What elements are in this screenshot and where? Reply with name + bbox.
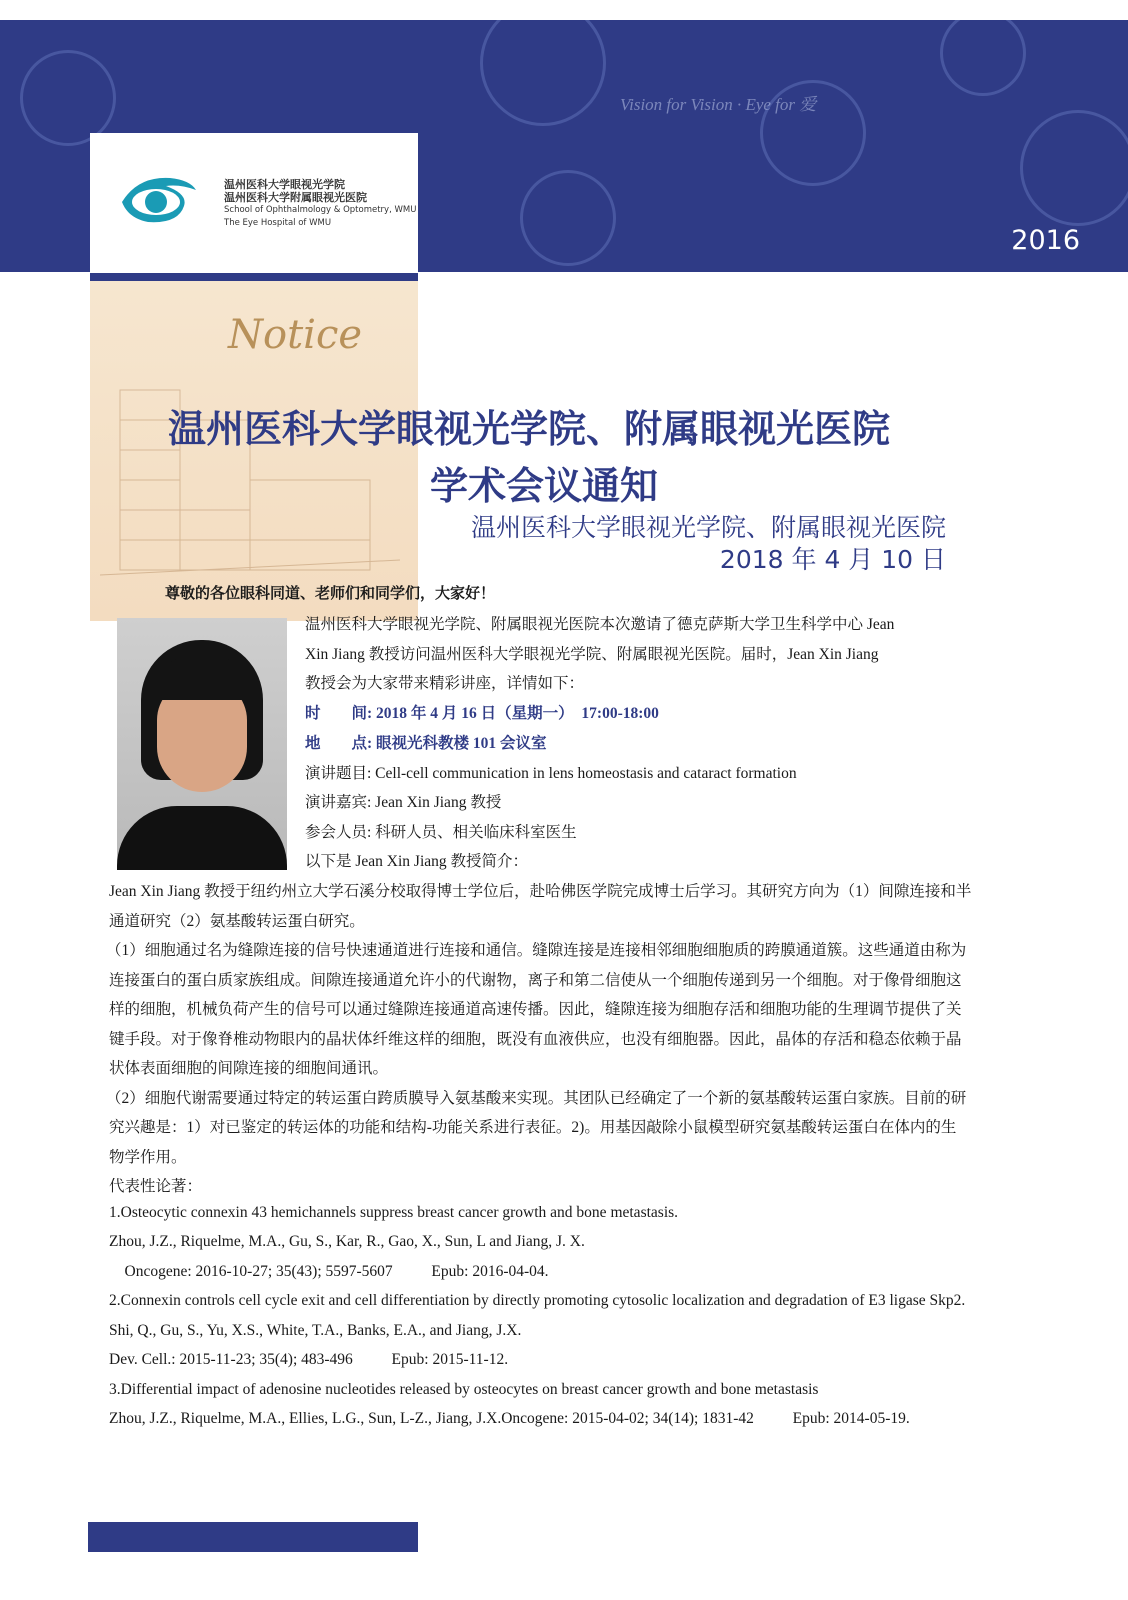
event-place: 地 点: 眼视光科教楼 101 会议室 <box>305 735 547 752</box>
body-line: 样的细胞，机械负荷产生的信号可以通过缝隙连接通道高速传播。因此，缝隙连接为细胞存活和细胞功能的生理调节提供了关 <box>109 1001 962 1018</box>
body-line: 物学作用。 <box>109 1148 187 1166</box>
body-line: （1）细胞通过名为缝隙连接的信号快速通道进行连接和通信。缝隙连接是连接相邻细胞细胞质的跨膜通道簇。这些通道由称为 <box>106 942 967 959</box>
lecture-topic: 演讲题目: Cell-cell communication in lens homeostasis and cataract formation <box>305 765 797 782</box>
body-line: 3.Differential impact of adenosine nucleotides released by osteocytes on breast cancer growth and bone metastasis <box>109 1380 819 1398</box>
body-line: Oncogene: 2016-10-27; 35(43); 5597-5607 Epub: 2016-04-04. <box>109 1262 549 1280</box>
body-line: Shi, Q., Gu, S., Yu, X.S., White, T.A., Banks, E.A., and Jiang, J.X. <box>109 1321 522 1339</box>
notice-label: Notice <box>228 312 363 358</box>
body-line: 状体表面细胞的间隙连接的细胞间通讯。 <box>109 1060 389 1077</box>
logo-underline <box>90 273 418 281</box>
body-line: （2）细胞代谢需要通过特定的转运蛋白跨质膜导入氨基酸来实现。其团队已经确定了一个新的氨基酸转运蛋白家族。目前的研 <box>106 1089 967 1107</box>
year-label: 2016 <box>1011 225 1080 256</box>
hospital-logo-icon <box>118 172 198 228</box>
intro-line: Xin Jiang 教授访问温州医科大学眼视光学院、附属眼视光医院。届时，Jean Xin Jiang <box>305 646 879 663</box>
logo-text: 温州医科大学眼视光学院 温州医科大学附属眼视光医院 School of Ophthalmology & Optometry, WMU The Eye Hospital of WMU <box>224 178 417 228</box>
intro-line: 温州医科大学眼视光学院、附属眼视光医院本次邀请了德克萨斯大学卫生科学中心 Jean <box>305 616 895 633</box>
event-time: 时 间: 2018 年 4 月 16 日（星期一） 17:00-18:00 <box>305 705 659 722</box>
bio-intro: 以下是 Jean Xin Jiang 教授简介： <box>305 853 529 870</box>
body-line: 通道研究（2）氨基酸转运蛋白研究。 <box>109 912 365 930</box>
lecture-speaker: 演讲嘉宾: Jean Xin Jiang 教授 <box>305 794 502 811</box>
body-line: Zhou, J.Z., Riquelme, M.A., Ellies, L.G., Sun, L-Z., Jiang, J.X.Oncogene: 2015-04-02; 34(14); 1831-42 Epub: 2014-05-19. <box>109 1410 910 1427</box>
speaker-photo <box>117 618 287 870</box>
attendees: 参会人员: 科研人员、相关临床科室医生 <box>305 824 577 841</box>
body-line: 连接蛋白的蛋白质家族组成。间隙连接通道允许小的代谢物，离子和第二信使从一个细胞传递到另一个细胞。对于像骨细胞这 <box>109 971 962 989</box>
title-line-2: 学术会议通知 <box>430 464 659 508</box>
body-line: 键手段。对于像脊椎动物眼内的晶状体纤维这样的细胞，既没有血液供应，也没有细胞器。因此，晶体的存活和稳态依赖于晶 <box>109 1030 962 1048</box>
body-line: 1.Osteocytic connexin 43 hemichannels suppress breast cancer growth and bone metastasis. <box>109 1203 679 1221</box>
title-line-1: 温州医科大学眼视光学院、附属眼视光医院 <box>167 407 890 451</box>
footer-bar <box>88 1522 418 1552</box>
body-line: Jean Xin Jiang 教授于纽约州立大学石溪分校取得博士学位后，赴哈佛医学院完成博士后学习。其研究方向为（1）间隙连接和半 <box>109 883 972 900</box>
body-line: Zhou, J.Z., Riquelme, M.A., Gu, S., Kar, R., Gao, X., Sun, L and Jiang, J. X. <box>109 1233 585 1250</box>
issuer: 温州医科大学眼视光学院、附属眼视光医院 2018 年 4 月 10 日 <box>470 513 946 574</box>
body-line: 2.Connexin controls cell cycle exit and cell differentiation by directly promoting cytosolic localization and degradation of E3 ligase Skp2. <box>109 1292 966 1309</box>
greeting: 尊敬的各位眼科同道、老师们和同学们，大家好！ <box>165 586 496 602</box>
body-line: 究兴趣是：1）对已鉴定的转运体的功能和结构-功能关系进行表征。2)。用基因敲除小鼠模型研究氨基酸转运蛋白在体内的生 <box>109 1119 957 1136</box>
intro-line: 教授会为大家带来精彩讲座，详情如下： <box>305 675 585 692</box>
body-line: 代表性论著： <box>109 1178 203 1195</box>
issue-date: 2018 年 4 月 10 日 <box>719 545 946 574</box>
motto-watermark: Vision for Vision · Eye for 爱 <box>620 95 817 114</box>
body-line: Dev. Cell.: 2015-11-23; 35(4); 483-496 Epub: 2015-11-12. <box>109 1351 509 1368</box>
